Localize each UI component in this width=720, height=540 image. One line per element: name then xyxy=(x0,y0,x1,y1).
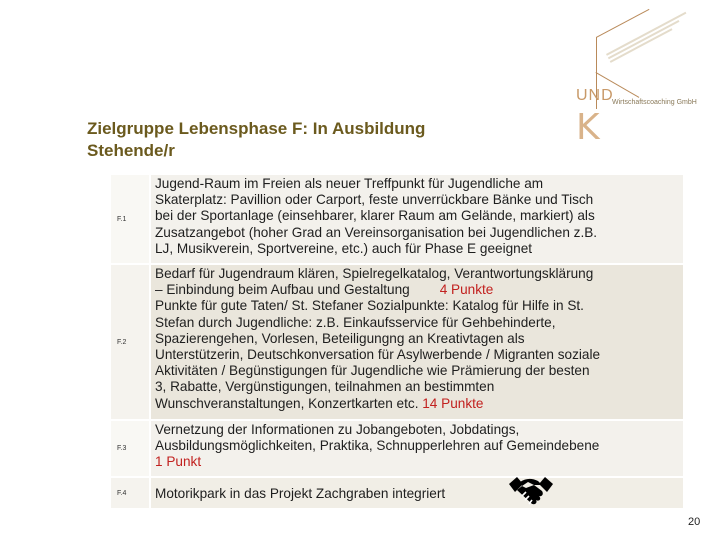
logo-diagonal-text-lines xyxy=(606,7,700,65)
text-line: Ausbildungsmöglichkeiten, Praktika, Schnupperlehren auf Gemeindebene xyxy=(155,438,600,454)
text-line: LJ, Musikverein, Sportvereine, etc.) auch für Phase E geeignet xyxy=(155,240,533,256)
text-line: Stefan durch Jugendliche: z.B. Einkaufsservice für Gehbehinderte, xyxy=(155,314,556,330)
handshake-icon xyxy=(508,472,554,512)
table-row xyxy=(111,419,683,476)
logo-bottom-letter: K xyxy=(576,107,600,148)
row-text xyxy=(149,419,683,476)
text-fragment: Wunschveranstaltungen, Konzertkarten etc. xyxy=(155,395,419,411)
row-text xyxy=(149,175,683,263)
points-label: 1 Punkt xyxy=(155,454,202,470)
table-row xyxy=(111,476,683,508)
row-id: F.2 xyxy=(111,263,149,419)
logo-und-text: UND xyxy=(576,87,614,104)
title-line-2: Stehende/r xyxy=(87,141,175,160)
text-line: Vernetzung der Informationen zu Jobangeboten, Jobdatings, xyxy=(155,422,520,437)
measures-table xyxy=(111,175,683,508)
row-id: F.1 xyxy=(111,175,149,263)
title-line-1: Zielgruppe Lebensphase F: In Ausbildung xyxy=(87,119,426,138)
logo-firm-text: Wirtschaftscoaching GmbH xyxy=(612,99,697,106)
text-line xyxy=(155,282,679,298)
text-line: Spazierengehen, Vorlesen, Beteiligungng an Kreativtagen als xyxy=(155,330,525,346)
row-id: F.4 xyxy=(111,476,149,508)
company-logo xyxy=(568,12,708,147)
text-line: Bedarf für Jugendraum klären, Spielregelkatalog, Verantwortungsklärung xyxy=(155,266,594,281)
text-line: 3, Rabatte, Vergünstigungen, teilnahmen an bestimmten xyxy=(155,379,495,395)
text-line: bei der Sportanlage (einsehbarer, klarer Raum am Gelände, markiert) als xyxy=(155,208,595,224)
row-id: F.3 xyxy=(111,419,149,476)
text-line: Unterstützerin, Deutschkonversation für Asylwerbende / Migranten soziale xyxy=(155,347,601,363)
text-line: Zusatzangebot (hoher Grad an Vereinsorganisation bei Jugendlichen z.B. xyxy=(155,224,598,240)
row-text xyxy=(149,263,683,419)
page-number: 20 xyxy=(688,516,701,528)
table-row xyxy=(111,175,683,263)
text-line: Motorikpark in das Projekt Zachgraben integriert xyxy=(155,486,446,501)
text-line: Skaterplatz: Pavillion oder Carport, feste unverrückbare Bänke und Tisch xyxy=(155,192,594,208)
points-label: 4 Punkte xyxy=(439,282,494,298)
logo-k-arm-upper xyxy=(596,9,649,38)
row-text xyxy=(149,476,683,508)
text-line: Punkte für gute Taten/ St. Stefaner Sozialpunkte: Katalog für Hilfe in St. xyxy=(155,298,584,314)
table-row xyxy=(111,263,683,419)
points-label: 14 Punkte xyxy=(422,395,484,411)
text-line: Aktivitäten / Begünstigungen für Jugendliche wie Prämierung der besten xyxy=(155,363,590,379)
text-fragment: – Einbindung beim Aufbau und Gestaltung xyxy=(155,282,410,298)
slide-title xyxy=(87,118,507,162)
text-line: Jugend-Raum im Freien als neuer Treffpunkt für Jugendliche am xyxy=(155,176,544,191)
text-line xyxy=(155,396,679,412)
